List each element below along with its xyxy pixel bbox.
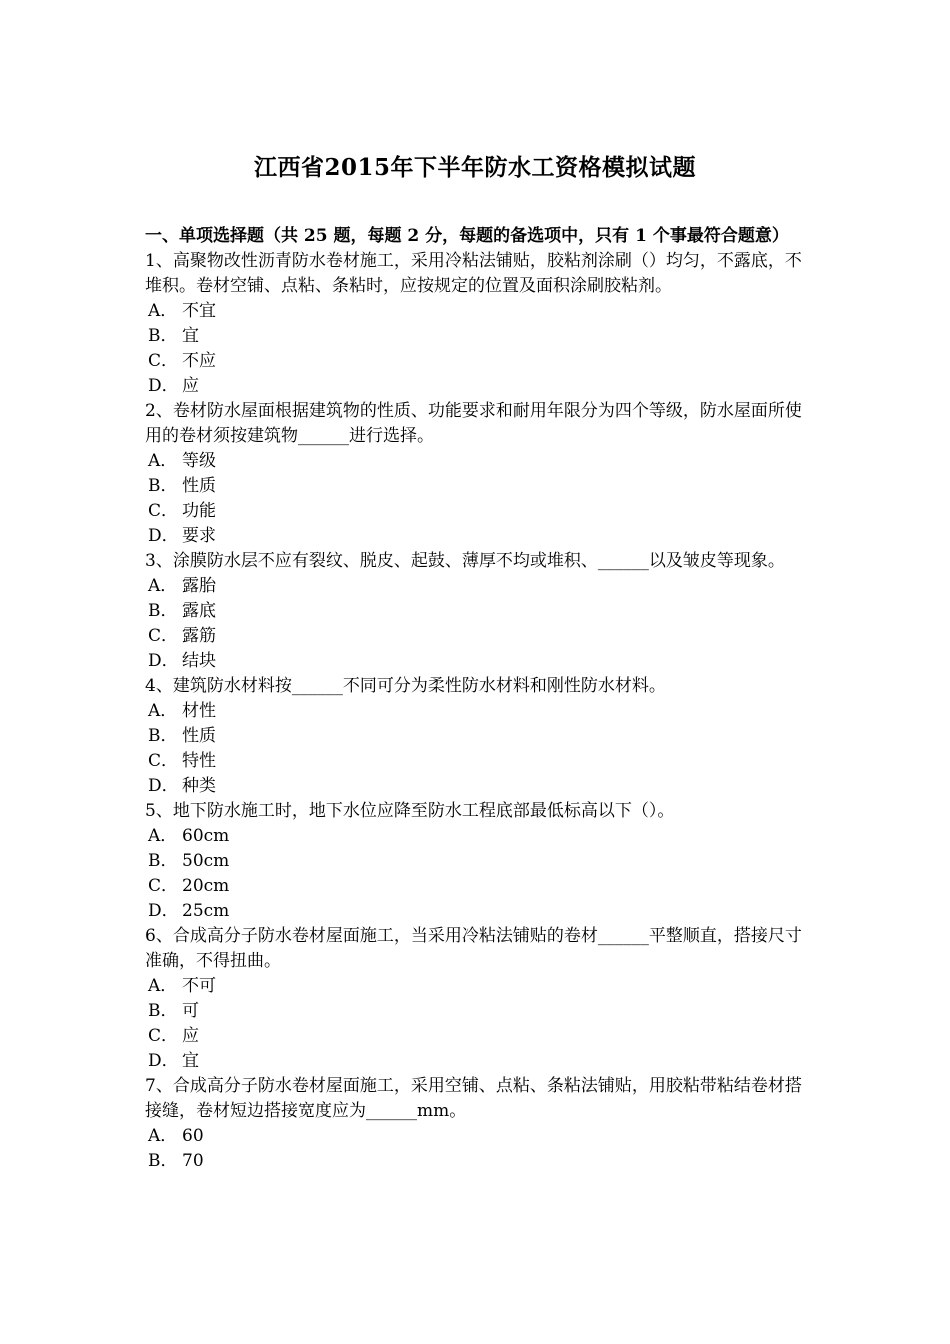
question-text: 6、合成高分子防水卷材屋面施工，当采用冷粘法铺贴的卷材______平整顺直，搭接尺寸准确，不得扭曲。 [145,926,802,971]
option-letter: D． [148,776,179,796]
option-letter: C． [148,501,179,521]
option-letter: C． [148,351,179,371]
option-b [145,1149,810,1174]
option-letter: A． [148,301,178,321]
option-letter: D． [148,376,179,396]
option-a [145,699,810,724]
option-c [145,499,810,524]
question-2 [145,399,810,549]
option-letter: B． [148,326,178,346]
option-letter: D． [148,651,179,671]
option-d [145,899,810,924]
option-text: 结块 [182,651,216,671]
option-text: 不可 [182,976,216,996]
option-letter: B． [148,1151,178,1171]
option-letter: D． [148,526,179,546]
option-text: 等级 [182,451,216,471]
option-text: 不宜 [182,301,216,321]
option-text: 要求 [182,526,216,546]
option-text: 20cm [182,876,230,896]
option-d [145,524,810,549]
option-letter: D． [148,901,179,921]
question-text: 3、涂膜防水层不应有裂纹、脱皮、起鼓、薄厚不均或堆积、______以及皱皮等现象。 [145,551,785,571]
option-text: 可 [182,1001,199,1021]
option-text: 不应 [182,351,216,371]
option-letter: B． [148,601,178,621]
question-text: 2、卷材防水屋面根据建筑物的性质、功能要求和耐用年限分为四个等级，防水屋面所使用的卷材须按建筑物______进行选择。 [145,401,802,446]
option-b [145,724,810,749]
option-text: 性质 [182,726,216,746]
question-3 [145,549,810,674]
option-c [145,624,810,649]
option-text: 60cm [182,826,230,846]
document-body [145,224,810,1174]
question-4 [145,674,810,799]
option-b [145,599,810,624]
option-a [145,824,810,849]
option-text: 应 [182,1026,199,1046]
option-letter: A． [148,701,178,721]
option-c [145,1024,810,1049]
option-text: 25cm [182,901,230,921]
option-text: 露胎 [182,576,216,596]
option-b [145,474,810,499]
option-letter: B． [148,726,178,746]
question-text: 4、建筑防水材料按______不同可分为柔性防水材料和刚性防水材料。 [145,676,666,696]
option-letter: A． [148,451,178,471]
option-text: 50cm [182,851,230,871]
section-heading: 一、单项选择题（共 25 题，每题 2 分，每题的备选项中，只有 1 个事最符合题意） [145,226,789,246]
option-b [145,849,810,874]
option-c [145,874,810,899]
option-a [145,299,810,324]
option-letter: B． [148,476,178,496]
option-letter: D． [148,1051,179,1071]
option-b [145,324,810,349]
option-text: 宜 [182,326,199,346]
question-text: 5、地下防水施工时，地下水位应降至防水工程底部最低标高以下（）。 [145,801,675,821]
option-letter: B． [148,1001,178,1021]
option-letter: C． [148,876,179,896]
option-text: 性质 [182,476,216,496]
question-text: 1、高聚物改性沥青防水卷材施工，采用冷粘法铺贴，胶粘剂涂刷（）均匀，不露底，不堆积。卷材空铺、点粘、条粘时，应按规定的位置及面积涂刷胶粘剂。 [145,251,802,296]
option-a [145,449,810,474]
option-b [145,999,810,1024]
option-text: 功能 [182,501,216,521]
question-5 [145,799,810,924]
option-d [145,774,810,799]
document-title: 江西省2015年下半年防水工资格模拟试题 [253,154,696,181]
option-c [145,749,810,774]
option-text: 特性 [182,751,216,771]
option-text: 露底 [182,601,216,621]
option-letter: A． [148,576,178,596]
option-letter: C． [148,1026,179,1046]
option-text: 材性 [182,701,216,721]
option-text: 60 [182,1126,204,1146]
option-text: 露筋 [182,626,216,646]
option-a [145,1124,810,1149]
option-letter: B． [148,851,178,871]
option-text: 宜 [182,1051,199,1071]
option-letter: A． [148,976,178,996]
option-letter: A． [148,826,178,846]
option-a [145,574,810,599]
option-d [145,1049,810,1074]
question-1 [145,249,810,399]
option-letter: A． [148,1126,178,1146]
question-6 [145,924,810,1074]
option-text: 应 [182,376,199,396]
option-letter: C． [148,626,179,646]
option-text: 种类 [182,776,216,796]
option-d [145,374,810,399]
option-a [145,974,810,999]
question-text: 7、合成高分子防水卷材屋面施工，采用空铺、点粘、条粘法铺贴，用胶粘带粘结卷材搭接缝，卷材短边搭接宽度应为______mm。 [145,1076,802,1121]
option-c [145,349,810,374]
option-text: 70 [182,1151,204,1171]
question-7 [145,1074,810,1174]
option-d [145,649,810,674]
option-letter: C． [148,751,179,771]
